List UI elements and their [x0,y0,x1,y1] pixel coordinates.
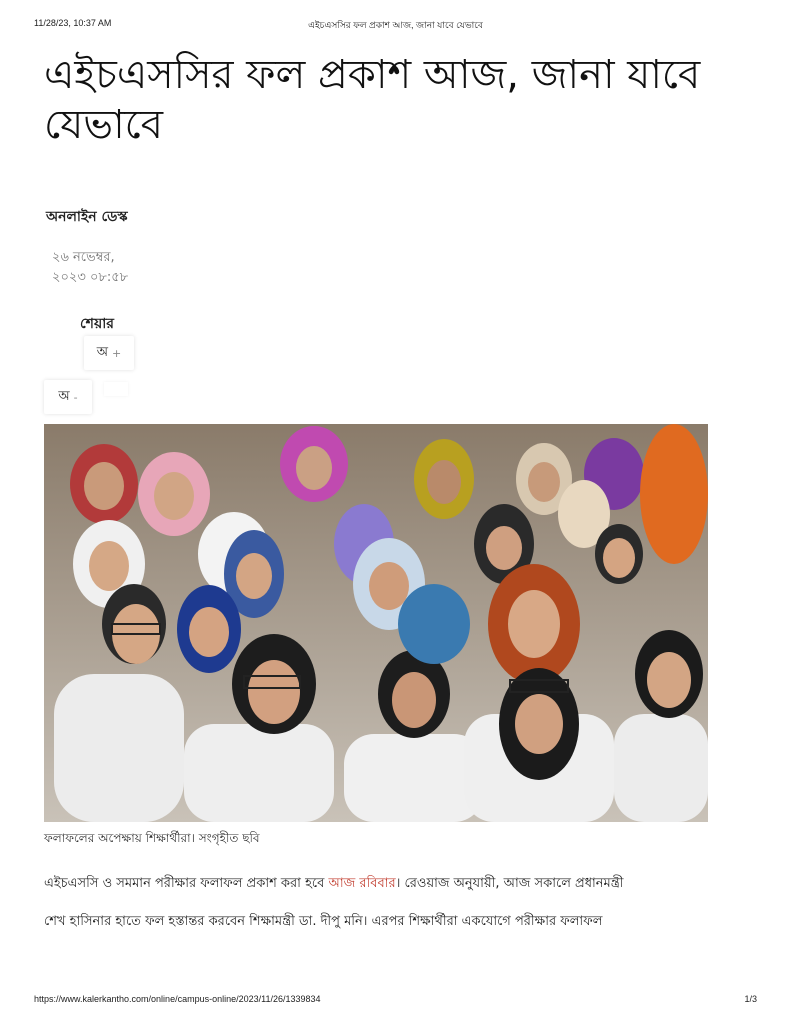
font-decrease-glyph: অ [58,388,70,404]
body-paragraph-1 [44,874,744,895]
font-reset-button[interactable] [104,382,128,396]
publish-date-line2: ২০২৩ ০৮:৫৮ [52,270,129,285]
image-caption: ফলাফলের অপেক্ষায় শিক্ষার্থীরা। সংগৃহীত ছবি [44,831,260,845]
page-number: 1/3 [744,994,757,1004]
font-increase-glyph: অ [96,344,109,360]
share-label[interactable]: শেয়ার [80,316,114,332]
minus-icon: - [73,390,78,404]
font-increase-button[interactable] [84,336,134,370]
print-footer [34,994,757,1008]
print-header [34,18,757,32]
body-text: এইচএসসি ও সমমান পরীক্ষার ফলাফল প্রকাশ করা হবে [44,876,329,891]
font-decrease-button[interactable] [44,380,92,414]
article-headline: এইচএসসির ফল প্রকাশ আজ, জানা যাবে যেভাবে [44,52,701,148]
body-paragraph-2: শেখ হাসিনার হাতে ফল হস্তান্তর করবেন শিক্ষামন্ত্রী ডা. দীপু মনি। এরপর শিক্ষার্থীরা একযোগে পরীক্ষার ফলাফল [44,914,603,929]
highlighted-link[interactable]: আজ রবিবার [328,876,396,891]
article-photo [44,424,708,822]
print-doc-title: এইচএসসির ফল প্রকাশ আজ, জানা যাবে যেভাবে [308,20,483,30]
print-datetime: 11/28/23, 10:37 AM [34,18,112,28]
publish-date [52,248,162,288]
print-url: https://www.kalerkantho.com/online/campus-online/2023/11/26/1339834 [34,994,321,1004]
body-text: । রেওয়াজ অনুযায়ী, আজ সকালে প্রধানমন্ত্রী [395,876,624,891]
crowd-photo-illustration [44,424,708,822]
publish-date-line1: ২৬ নভেম্বর, [52,250,115,265]
author-name[interactable]: অনলাইন ডেস্ক [46,209,128,225]
plus-icon: + [112,346,122,360]
